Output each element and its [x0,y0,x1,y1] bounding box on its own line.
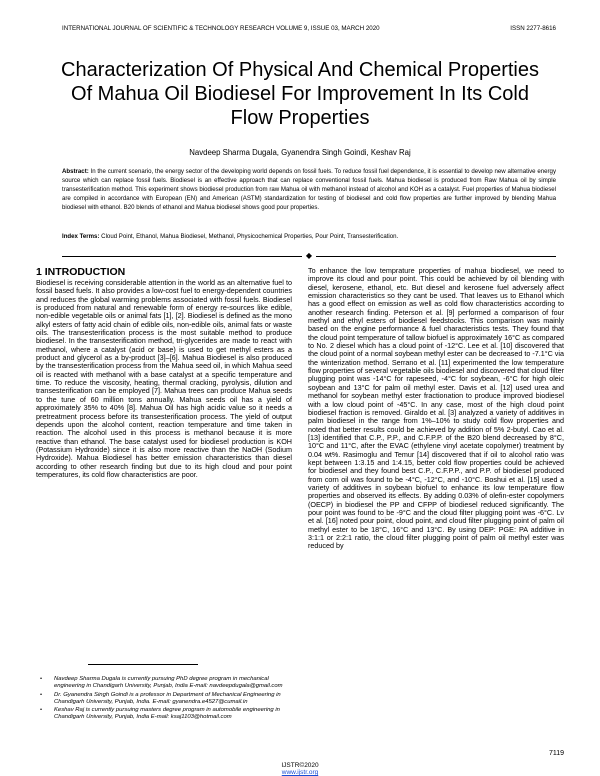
index-terms-text: Cloud Point, Ethanol, Mahua Biodiesel, Methanol, Physicochemical Properties, Pour Point, Transesterification. [99,233,399,240]
introduction-right-column: To enhance the low temprature properties of mahua biodiesel, we need to improve its cloud and pour point. This could be achieved by oil blending with diesel, kerosene, ethanol, etc. But diesel and kerosene fuel adversely affect emission characteristics so they cant be used. That leaves us to Ethanol which has a good effect on emission as well as cold flow characteristics according to another research finding. Peterson et al. [9] performed a comparison of four methyl and ethyl esters of biodiesel feedstocks. This comparison was mainly based on the engine performance & fuel characteristics tests. They found that the cloud point temperature of tallow biofuel is approximately 16°C as compared to No. 2 diesel which has a cloud point of -12°C. Lee et al. [10] discovered that the cloud point of a normal soybean methyl ester can be decreased to -7.1°C via the winterization method. Serrano et al. [11] experimented the low temperature flow properties of several vegetable oils biodiesel and discovered that cloud filter plugging point was -14°C for rapeseed, -4°C for soybean, -6°C for high oleic soybean and 13°C for palm oil methyl ester. Davis et al. [12] used urea and methanol for soybean methyl ester fractionation to produce improved biodiesel with a low cloud point of -45°C. In any case, most of the high cloud point biodiesel fraction is removed. Giraldo et al. [3] analyzed a variety of additives in palm biodiesel in the range from 1%–10% to study cold flow properties and noted that better results could be achieved by addition of 5% 2-butyl. Cao et al. [13] identified that C.P., P.P., and C.F.P.P. of the B20 blend decreased by 8°C, 10°C and 11°C, after the EVAC (ethylene vinyl acetate copolymer) treatment by 0.04 wt%. Rasimoglu and Temur [14] discovered that if oil to alcohol ratio was kept between 1:3.15 and 1:4.15, better cold flow properties could be achieved for biodiesel and they found best C.P., C.F.P.P., and P.P. of biodiesel produced from corn oil was found to be -4°C, -12°C, and -10°C. Boshui et al. [15] used a variety of additives in soybean biofuel to enhance its low temperature flow properties and observed its effects. By adding 0.03% of olefin-ester copolymers (OECP) in biodiesel the PP and CFPP of biodiesel reduced significantly. The pour point was found to be -9°C and the cloud filter plugging point was -6°C. Lv et al. [16] noted pour point, cloud point, and cloud filter plugging point of palm oil methyl ester to be 18°C, 16°C and 13°C. By using DEP: PGE: PA additive in 3:1:1 or 2:2:1 ratio, the cloud filter plugging point of palm oil methyl ester was reduced by [308,266,564,551]
bullet-icon: • [40,676,43,682]
footnote-item [36,707,292,722]
index-terms [62,233,556,242]
section-divider [62,252,556,260]
footnote-text: Dr. Gyanendra Singh Goindi is a professor in Department of Mechanical Engineering in Chandigarh University, Punjab, India. E-mail: gyanendra.e4527@cumail.in [54,691,281,705]
abstract-label: Abstract: [62,168,89,175]
section-heading-introduction: 1 INTRODUCTION [36,266,126,278]
footnote-text: Navdeep Sharma Dugala is currently pursuing PhD degree program in mechanical engineering in Chandigarh University, Punjab, India E-mail: navdeepdugala@gmail.com [54,676,283,690]
abstract [62,168,556,213]
diamond-ornament-icon: ◆ [305,251,313,260]
footnote-item [36,676,292,691]
issn: ISSN 2277-8616 [510,25,556,32]
journal-name: INTERNATIONAL JOURNAL OF SCIENTIFIC & TECHNOLOGY RESEARCH VOLUME 9, ISSUE 03, MARCH 2020 [62,25,380,32]
abstract-text: In the current scenario, the energy sector of the developing world depends on fossil fuels. To reduce fossil fuel dependence, it is essential to develop new alternative energy source which can replace fossil fuels. Biodiesel is an effective approach that can replace conventional fossil fuels. Mahua biodiesel is produced from Raw Mahua oil by simple transesterification method. This experiment shows biodiesel production from raw Mahua oil with methanol instead of alcohol and KOH as a catalyst. Fuel properties of Mahua biodiesel are compiled in accordance with European (EN) and American (ASTM) standardization for testing of biodiesel and cold flow properties are further improved by blending Mahua biodiesel with ethanol. B20 blends of ethanol and Mahua biodiesel shows good pour properties. [62,168,556,211]
footnote-item [36,692,292,707]
page-number: 7119 [548,750,564,757]
footnote-rule [88,664,198,665]
index-terms-label: Index Terms: [62,233,100,240]
journal-website-link[interactable]: www.ijstr.org [281,769,319,776]
author-footnotes [36,676,292,723]
introduction-left-column: Biodiesel is receiving considerable attention in the world as an alternative fuel to fossil based fuels. It also provides a low-cost fuel to energy-dependent countries and reduces the global warming problems associated with fossil fuels. Biodiesel is produced from natural and renewable form of energy re-sources like edible, non-edible vegetable oils or animal fats [1], [2]. Biodiesel is defined as the mono alkyl esters of fatty acid chain of edible oils, non-edible oils, animal fats or waste oils. The transesterification process is the most suitable method to produce biodiesel. In the transesterification method, tri-glycerides are made to react with methanol, where a catalyst (acid or base) is used to get methyl esters as a product and glycerol as a by-product [3]–[6]. Mahua Biodiesel is also produced by the transesterification process from the Mahua seed oil, in which Mahua seed oil is reacted with methanol with a base catalyst at a specific temperature and time. To reduce the viscosity, heating, thermal cracking, pyrolysis, dilution and transesterification can be employed [7]. Mahua trees can produce Mahua seeds to the tune of 60 million tons annually. Mahua seeds oil has a yield of approximately 35% to 40% [8]. Mahua Oil has high acidic value so it needs a pretreatment process before its transesterification process. The yield of output depends upon the alcohol content, reaction temperature and time taken in reaction. The alcohol used in this process is methanol because it is more reactive than ethanol. The base catalyst used for biodiesel production is KOH (Potassium Hydroxide) since it is also more reactive than the NaOH (Sodium Hydroxide). Mahua Biodiesel has better emission characteristics than diesel according to other research finding but due to its high cloud and pour point temperatures, its cold flow characteristics are poor. [36,278,292,479]
publisher-footer: IJSTR©2020 [281,762,319,769]
bullet-icon: • [40,707,43,714]
journal-header [62,25,556,32]
author-list: Navdeep Sharma Dugala, Gyanendra Singh Goindi, Keshav Raj [189,148,411,157]
footnote-text: Keshav Raj is currently pursuing masters degree program in automobile engineering in Chandigarh University, Punjab, India E-mail: ksaj1103@hotmail.com [54,707,280,721]
divider-line-right [316,256,556,257]
bullet-icon: • [40,691,43,698]
divider-line-left [62,256,302,257]
paper-title: Characterization Of Physical And Chemical Properties Of Mahua Oil Biodiesel For Improvement In Its Cold Flow Properties [61,59,539,129]
